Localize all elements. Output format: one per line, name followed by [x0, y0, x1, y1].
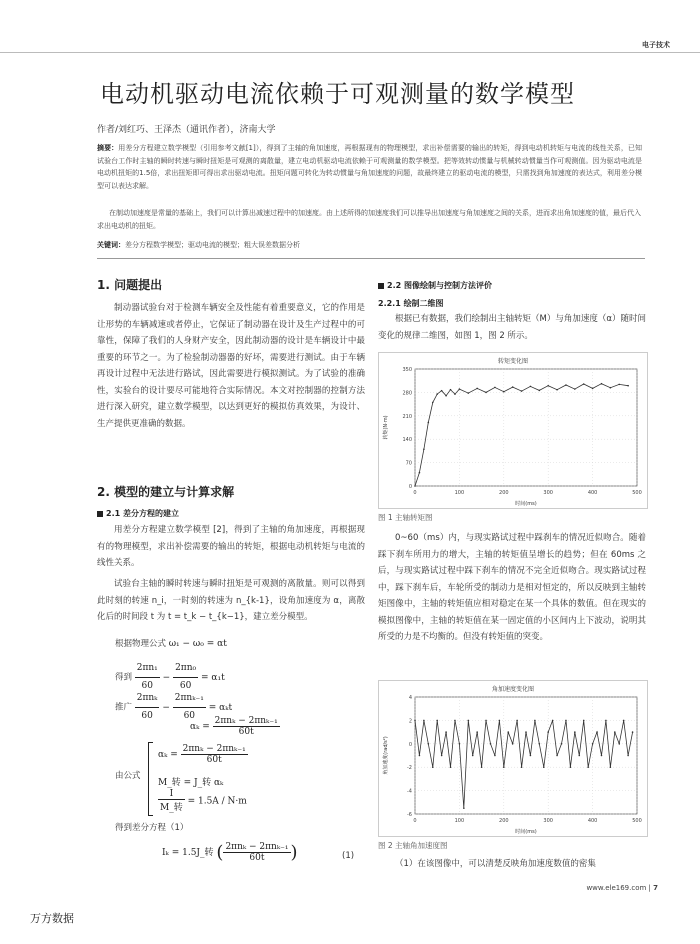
eq2-frac1-den: 60 [141, 710, 153, 721]
abstract [97, 142, 642, 192]
abstract-text: 用差分方程建立数学模型（引用参考文献[1]），得到了主轴的角加速度，再根据现有的物理模型，求出补偿需要的输出的转矩，得到电动机转矩与电流的线性关系，已知试验台工作时主轴的瞬时转速与瞬时扭矩是可观测的离散量，建立电动机驱动电流依赖于可观测量的数学模型。把等效转动惯量与机械转动惯量当作可观测值。因为驱动电流是电动机扭矩的1.5倍，求出扭矩即可得出求出驱动电流。扭矩问题可转化为转动惯量与角加速度的问题，故最终建立的驱动电流的模型，只需找到角加速度的表达式，利用差分模型可以表达求解。 [97, 144, 642, 190]
accel-ytick-label: 0 [408, 741, 412, 748]
torque-data-point [436, 393, 438, 395]
accel-data-point [601, 755, 603, 757]
accel-data-point [596, 731, 598, 733]
article-title: 电动机驱动电流依赖于可观测量的数学模型 [100, 80, 575, 108]
torque-data-point [445, 395, 447, 397]
torque-data-point [419, 472, 421, 474]
torque-xtick-label: 300 [543, 490, 553, 496]
accel-data-point [459, 743, 461, 745]
section2-2-label: 2.2 图像绘制与控制方法评价 [387, 281, 492, 290]
sys1-den: 60t [206, 755, 222, 765]
eq-frac1-den: 60 [141, 680, 153, 691]
torque-data-point [414, 485, 416, 487]
section2-1-heading [97, 508, 179, 519]
result-label: 得到差分方程（1） [115, 823, 189, 833]
section2-p2: 试验台主轴的瞬时转速与瞬时扭矩是可观测的离散量。则可以得到此时刻的转速 n_i，一时刻的转速为 n_{k-1}，设角加速度为 α，离散化后的时间段 t 为 t = t_k − t_{k−1}，建立差分模型。 [97, 579, 365, 622]
torque-ytick-label: 280 [402, 390, 412, 397]
torque-data-point [467, 392, 469, 394]
heading-bullet [378, 283, 384, 289]
accel-data-point [472, 755, 474, 757]
accel-data-point [450, 766, 452, 768]
accel-data-point [530, 755, 532, 757]
authors: 作者/刘红巧、王泽杰（通讯作者），济南大学 [97, 125, 276, 135]
torque-data-point [627, 385, 629, 387]
torque-xtick-label: 500 [632, 490, 642, 496]
accel-data-point [618, 743, 620, 745]
torque-data-point [574, 388, 576, 390]
torque-data-point [476, 388, 478, 390]
accel-data-point [543, 766, 545, 768]
eq-rhs: = α₁t [200, 672, 225, 683]
torque-ytick-label: 350 [402, 367, 412, 373]
accel-ytick-label: 4 [408, 695, 412, 701]
accel-data-point [570, 766, 572, 768]
torque-xtick-label: 400 [587, 490, 598, 496]
get-label: 得到 [115, 672, 133, 683]
accel-data-point [578, 755, 580, 757]
physics-formula: ω₁ − ω₀ = αt [168, 639, 227, 649]
accel-data-point [419, 755, 421, 757]
section2-2-p3: （1）在该图像中，可以清楚反映角加速度数值的密集 [395, 859, 596, 869]
torque-title: 转矩变化图 [497, 358, 529, 365]
formula-label [115, 636, 227, 653]
angular-acceleration-chart [379, 681, 647, 836]
torque-data-point [441, 390, 443, 392]
torque-data-point [494, 387, 496, 389]
by-formula-label: 由公式 [115, 771, 141, 781]
formula-label-text: 根据物理公式 [115, 639, 167, 649]
accel-data-point [516, 720, 518, 722]
torque-ytick-label: 140 [402, 437, 412, 444]
keywords [97, 240, 300, 250]
final-lhs: Iₖ = 1.5J_转 [162, 848, 214, 858]
accel-data-point [436, 720, 438, 722]
accel-data-point [463, 807, 465, 809]
accel-data-point [574, 731, 576, 733]
section-header: 电子技术 [642, 41, 670, 49]
sys1-num: 2πnₖ − 2πnₖ₋₁ [182, 744, 246, 754]
accel-data-point [481, 766, 483, 768]
eq2-minus: − [162, 702, 170, 713]
accel-data-point [561, 743, 563, 745]
torque-data-point [432, 402, 434, 404]
accel-data-point [627, 755, 629, 757]
accel-xlabel: 时间(ms) [515, 829, 537, 835]
accel-data-point [592, 743, 594, 745]
accel-data-point [610, 766, 612, 768]
torque-data-point [618, 384, 620, 386]
accel-ytick-label: -2 [407, 765, 412, 772]
torque-ylabel: 转矩(N·m) [383, 415, 389, 440]
section2-2-p1: 根据已有数据，我们绘制出主轴转矩（M）与角加速度（α）随时间变化的规律二维图，如图 1，图 2 所示。 [378, 314, 646, 341]
torque-data-point [428, 422, 430, 424]
figure2-caption: 图 2 主轴角加速度图 [378, 841, 448, 850]
accel-data-point [605, 720, 607, 722]
abstract-para2: 在制动加速度是常量的基础上，我们可以计算出减速过程中的加速度。由上述所得的加速度我们可以推导出加速度与角加速度之间的关系，进而求出角加速度的值，最后代入求出电动机的扭矩。 [97, 209, 641, 230]
accel-xtick-label: 200 [499, 818, 509, 824]
heading-bullet [97, 511, 103, 517]
accel-data-point [587, 766, 589, 768]
torque-data-point [454, 393, 456, 395]
abstract-label: 摘要： [97, 144, 119, 152]
torque-series-line [415, 384, 628, 486]
eq-frac2-den: 60 [179, 680, 192, 691]
accel-data-point [632, 731, 634, 733]
sys3-rhs: = 1.5A / N·m [187, 796, 247, 807]
eq2-frac2-den: 60 [183, 710, 196, 721]
eq-frac2-num: 2πn₀ [173, 660, 198, 678]
accel-data-point [565, 720, 567, 722]
accel-data-point [507, 731, 509, 733]
torque-ytick-label: 0 [408, 484, 412, 490]
figure1-caption: 图 1 主轴转矩图 [378, 513, 433, 522]
accel-data-point [534, 720, 536, 722]
section2-2-heading [378, 280, 492, 291]
section2-p1: 用差分方程建立数学模型 [2]，得到了主轴的角加速度，再根据现有的物理模型，求出补偿需要的输出的转矩，根据电动机转矩与电流的线性关系。 [97, 525, 365, 568]
final-num: 2πnₖ − 2πnₖ₋₁ [225, 842, 289, 852]
torque-data-point [503, 391, 505, 393]
sys3-num: I [158, 789, 185, 800]
section2-1-label: 2.1 差分方程的建立 [106, 509, 179, 518]
torque-plot-frame [415, 369, 637, 486]
torque-data-point [547, 385, 549, 387]
section2-2-1-heading: 2.2.1 绘制二维图 [378, 299, 444, 308]
accel-data-point [583, 720, 585, 722]
section1-heading: 1. 问题提出 [97, 278, 163, 292]
torque-data-point [565, 384, 567, 386]
final-den: 60t [249, 853, 265, 863]
system-brace [148, 742, 153, 816]
get-block [115, 660, 225, 694]
accel-data-point [503, 766, 505, 768]
accel-data-point [525, 731, 527, 733]
torque-data-point [423, 448, 425, 450]
accel-data-point [454, 720, 456, 722]
accel-data-point [556, 755, 558, 757]
torque-data-point [592, 388, 594, 390]
figure2 [378, 680, 648, 837]
torque-ytick-label: 210 [402, 413, 412, 420]
push-label: 推广 [115, 702, 133, 713]
sys1-lhs: αₖ = [158, 750, 178, 760]
header-rule [0, 52, 700, 53]
accel-data-point [467, 720, 469, 722]
accel-data-point [521, 766, 523, 768]
accel-data-point [428, 743, 430, 745]
accel-data-point [494, 755, 496, 757]
system-eq1 [158, 744, 248, 765]
accel-data-point [423, 720, 425, 722]
torque-ytick-label: 70 [405, 460, 412, 467]
divider [97, 258, 645, 259]
accel-ytick-label: 2 [408, 718, 412, 725]
torque-xtick-label: 0 [413, 490, 417, 496]
figure1 [378, 352, 648, 509]
section2-heading: 2. 模型的建立与计算求解 [97, 485, 235, 499]
accel-xtick-label: 500 [632, 818, 642, 824]
torque-data-point [530, 386, 532, 388]
accel-ylabel: 角加速度(rad/s²) [383, 736, 389, 775]
section1-body: 制动器试验台对于检测车辆安全及性能有着重要意义，它的作用是让形势的车辆减速或者停止，它保证了制动器在设计及生产过程中的可靠性，保障了我们的人身财产安全，因此制动器的设计是车辆设计中最重要的环节之一。为了检验制动器器的好坏，需要进行测试。由于车辆再设计过程中无法进行路试，因此需要进行模拟测试。为了试验的准确性，实验台的设计要尽可能地符合实际情况。本文对控制器的控制方法进行深入研究，建立数学模型，以达到更好的模拟仿真效果，为设计、生产提供更准确的数据。 [97, 303, 365, 429]
keywords-label: 关键词： [97, 241, 125, 249]
eq-frac1-num: 2πn₁ [135, 660, 160, 678]
accel-xtick-label: 300 [543, 818, 553, 824]
torque-data-point [485, 392, 487, 394]
torque-data-point [556, 389, 558, 391]
accel-data-point [445, 731, 447, 733]
accel-xtick-label: 100 [454, 818, 465, 824]
eq-minus: − [162, 672, 171, 683]
torque-data-point [450, 389, 452, 391]
torque-data-point [610, 387, 612, 389]
alpha-k-num: 2πnₖ − 2πnₖ₋₁ [214, 716, 278, 726]
accel-data-point [512, 743, 514, 745]
accel-plot-frame [415, 697, 637, 814]
accel-ytick-label: -4 [407, 788, 412, 795]
torque-chart [379, 353, 647, 508]
eq2-frac2-num: 2πnₖ₋₁ [173, 690, 206, 708]
footer-url[interactable]: www.ele169.com [586, 884, 647, 892]
footer: www.ele169.com | 7 [586, 884, 658, 892]
eq2-frac1-num: 2πnₖ [135, 690, 160, 708]
accel-data-point [614, 731, 616, 733]
keywords-text: 差分方程数学模型；驱动电流的模型；粗大误差数据分析 [125, 241, 300, 249]
alpha-k-den: 60t [238, 727, 254, 737]
accel-data-point [485, 720, 487, 722]
eq2-rhs: = αₖt [208, 702, 233, 713]
accel-xtick-label: 400 [587, 818, 598, 824]
torque-data-point [601, 383, 603, 385]
final-equation: Iₖ = 1.5J_转 ( $\frac{\text{2πnₖ − 2πnₖ₋₁}}{60t}$ ) [162, 842, 298, 863]
torque-data-point [539, 390, 541, 392]
torque-xtick-label: 200 [499, 490, 509, 496]
accel-data-point [441, 755, 443, 757]
system-eq3 [158, 789, 247, 813]
torque-data-point [521, 390, 523, 392]
accel-data-point [414, 720, 416, 722]
wanfang-logo: 万方数据 [30, 912, 74, 925]
accel-xtick-label: 0 [413, 818, 417, 824]
accel-data-point [432, 766, 434, 768]
accel-series-line [415, 720, 633, 808]
alpha-k-lhs: αₖ = [190, 722, 210, 732]
accel-data-point [499, 720, 501, 722]
torque-data-point [459, 388, 461, 390]
page-number: 7 [653, 884, 658, 892]
torque-data-point [512, 386, 514, 388]
torque-xtick-label: 100 [454, 490, 465, 496]
alpha-k-formula [190, 716, 280, 737]
torque-xlabel: 时间(ms) [515, 501, 537, 507]
accel-data-point [539, 743, 541, 745]
system-eq2: M_转 = J_转 αₖ [158, 778, 224, 788]
accel-data-point [490, 743, 492, 745]
accel-data-point [552, 720, 554, 722]
equation-number: (1) [342, 851, 355, 861]
accel-data-point [623, 720, 625, 722]
accel-data-point [547, 731, 549, 733]
accel-data-point [476, 731, 478, 733]
accel-title: 角加速度变化图 [491, 686, 535, 693]
accel-ytick-label: -6 [407, 812, 412, 818]
section2-2-p2: 0~60（ms）内，与现实路试过程中踩刹车的情况近似吻合。随着踩下刹车所用力的增大，主轴的转矩值呈增长的趋势；但在 60ms 之后，与现实路试过程中踩下刹车的情况不完全近似吻合。现实路试过程中，踩下刹车后，车轮所受的制动力是相对恒定的，所以反映到主轴转矩图像中，主轴的转矩值应相对稳定在某一个具体的数值。但在现实的模拟图像中，主轴的转矩值在某一固定值的小区间内上下波动，说明其所受的力是不均衡的。但没有转矩值的突变。 [378, 533, 646, 642]
sys3-den: M_转 [160, 803, 183, 813]
torque-data-point [583, 383, 585, 385]
